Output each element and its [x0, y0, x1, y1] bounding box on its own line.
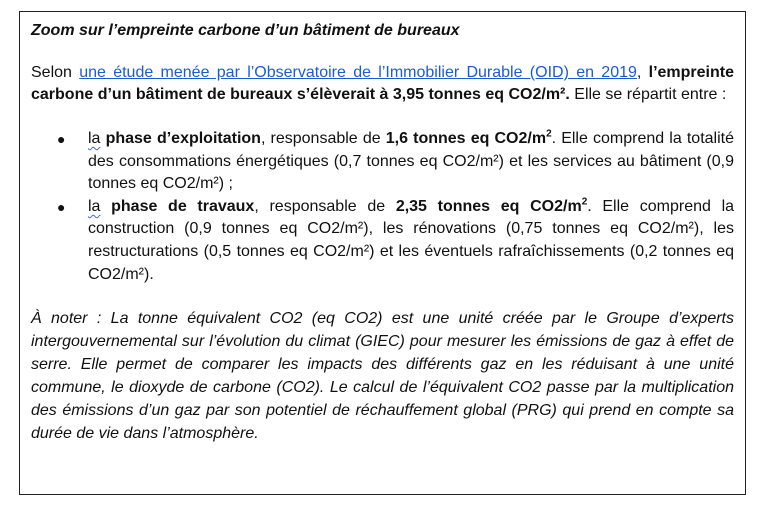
box-title: Zoom sur l’empreinte carbone d’un bâtiment de bureaux	[31, 22, 460, 39]
bullet-rest: . Elle comprend la construction (0,9 tonnes eq CO2/m²), les rénovations (0,75 tonnes eq CO2/m²), les restructurations (0,5 tonnes eq CO2/m²) et les éventuels rafraîchissements (0,2 tonnes eq CO2/m²).	[88, 197, 735, 283]
info-box	[19, 11, 746, 495]
list-item	[31, 196, 734, 286]
phase-list	[31, 128, 734, 286]
intro-paragraph	[31, 62, 734, 106]
bullet-phase: phase d’exploitation	[100, 130, 261, 147]
intro-bold-statement: l’empreinte carbone d’un bâtiment de bureaux s’élèverait à 3,95 tonnes eq CO2/m².	[31, 64, 734, 103]
bullet-rest: . Elle comprend la totalité des consommations énergétiques (0,7 tonnes eq CO2/m²) et les services au bâtiment (0,9 tonnes eq CO2/m²) ;	[88, 130, 734, 193]
bullet-article: la	[88, 130, 101, 147]
bullet-phase: phase de travaux	[100, 197, 255, 215]
note-paragraph: À noter : La tonne équivalent CO2 (eq CO2) est une unité créée par le Groupe d’experts intergouvernemental sur l’évolution du climat (GIEC) pour mesurer les émissions de gaz à effet de serre. Elle permet de comparer les impacts des différents gaz en les réduisant à une unité commune, le dioxyde de carbone (CO2). Le calcul de l’équivalent CO2 passe par la multiplication des émissions d’un gaz par son potentiel de réchauffement global (PRG) qui prend en compte sa durée de vie dans l’atmosphère.	[31, 310, 734, 443]
bullet-article: la	[88, 197, 101, 215]
list-item	[31, 128, 734, 196]
bullet-mid: , responsable de	[254, 197, 396, 215]
intro-after-link: ,	[636, 64, 649, 81]
bullet-value: 1,6 tonnes eq $CO2/m^2$	[385, 128, 552, 147]
oid-study-link[interactable]: une étude menée par l’Observatoire de l’Immobilier Durable (OID) en 2019	[79, 64, 637, 81]
bullet-value: 2,35 tonnes eq $CO2/m^2$	[395, 196, 588, 215]
bullet-icon: ●	[57, 198, 66, 215]
intro-lead: Selon	[31, 64, 80, 81]
intro-tail: Elle se répartit entre :	[569, 86, 727, 103]
bullet-mid: , responsable de	[260, 130, 386, 147]
bullet-icon: ●	[57, 131, 66, 147]
